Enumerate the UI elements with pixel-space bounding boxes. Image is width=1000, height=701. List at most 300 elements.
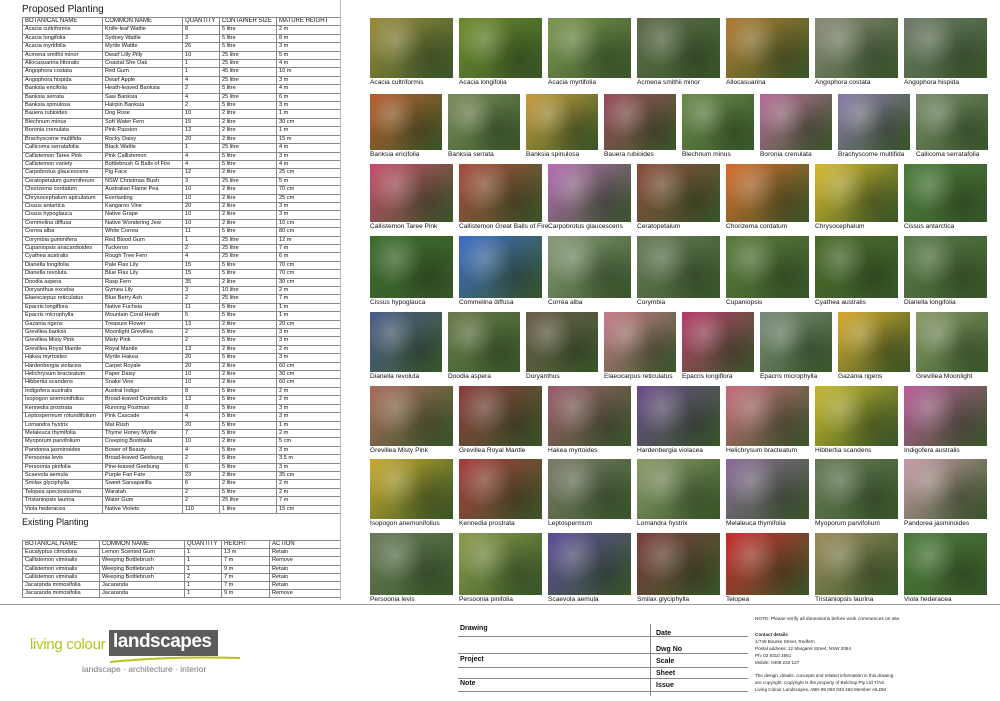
- table-cell: Doryanthus excelsa: [23, 287, 103, 295]
- table-cell: 3 m: [277, 337, 341, 345]
- plant-photo: [682, 94, 754, 150]
- plant-photo: [916, 94, 988, 150]
- plant-photo: [904, 386, 987, 446]
- plant-caption: Corymbia: [637, 299, 666, 306]
- table-cell: Grevillea Misty Pink: [23, 337, 103, 345]
- table-cell: 3 m: [277, 413, 341, 421]
- table-cell: 60 cm: [277, 362, 341, 370]
- table-cell: Misty Pink: [103, 337, 183, 345]
- plant-photo: [904, 236, 987, 298]
- table-cell: 25 litre: [220, 497, 277, 505]
- plant-photo: [370, 164, 453, 222]
- plant-caption: Doryanthus: [526, 373, 560, 380]
- table-cell: 1 litre: [220, 505, 277, 513]
- table-row: [23, 421, 341, 429]
- plant-photo: [760, 94, 832, 150]
- table-cell: 15 cm: [277, 505, 341, 513]
- table-cell: Epacris microphylla: [23, 312, 103, 320]
- plant-caption: Allocasuarina: [726, 79, 766, 86]
- table-cell: Acacia myrtifolia: [23, 43, 103, 51]
- table-cell: Pink Cascade: [103, 413, 183, 421]
- plant-photo-card: [760, 94, 832, 160]
- table-cell: 5 litre: [220, 387, 277, 395]
- table-cell: 2: [185, 573, 222, 581]
- table-cell: 5 m: [277, 177, 341, 185]
- plant-photo-card: [604, 312, 676, 382]
- table-cell: Lomandra hystrix: [23, 421, 103, 429]
- table-cell: Leptospermum rotundifolium: [23, 413, 103, 421]
- table-cell: 8: [183, 387, 220, 395]
- table-cell: Pale Flax Lily: [103, 261, 183, 269]
- plant-photo: [726, 386, 809, 446]
- table-cell: 10: [183, 186, 220, 194]
- table-cell: 2 litre: [220, 438, 277, 446]
- table-cell: Isopogon anemonifolius: [23, 396, 103, 404]
- table-cell: 3.5 m: [277, 455, 341, 463]
- table-cell: Native Grape: [103, 211, 183, 219]
- plant-caption: Callistemon Taree Pink: [370, 223, 438, 230]
- plant-photo-card: [548, 164, 631, 232]
- plant-caption: Hibbertia scandens: [815, 447, 872, 454]
- plant-photo: [370, 94, 442, 150]
- plant-photo-card: [726, 386, 809, 456]
- plant-photo: [459, 164, 542, 222]
- table-cell: 3: [183, 177, 220, 185]
- table-cell: Carpet Royale: [103, 362, 183, 370]
- plant-photo: [448, 312, 520, 372]
- table-row: [23, 236, 341, 244]
- table-cell: 10: [183, 51, 220, 59]
- table-row: [23, 354, 341, 362]
- table-cell: 5 litre: [220, 329, 277, 337]
- plant-caption: Dianella revoluta: [370, 373, 420, 380]
- table-cell: 13: [183, 320, 220, 328]
- table-cell: 10 cm: [277, 219, 341, 227]
- company-logo: [30, 628, 240, 684]
- table-cell: Cupaniopsis anacardioides: [23, 244, 103, 252]
- plant-caption: Hakea myrtoides: [548, 447, 598, 454]
- divider: [340, 0, 341, 600]
- table-row: [23, 26, 341, 34]
- plant-photo: [760, 312, 832, 372]
- table-row: [23, 404, 341, 412]
- table-cell: 10: [183, 371, 220, 379]
- table-row: [23, 438, 341, 446]
- plant-photo: [370, 386, 453, 446]
- table-cell: Dog Rose: [103, 110, 183, 118]
- contact-phone: Ph: 02 9310 3561: [755, 653, 792, 658]
- table-cell: 5 litre: [220, 455, 277, 463]
- table-cell: NSW Christmas Bush: [103, 177, 183, 185]
- table-cell: Moonlight Grevillea: [103, 329, 183, 337]
- table-row: [23, 118, 341, 126]
- table-cell: Retain: [270, 565, 341, 573]
- table-row: [23, 387, 341, 395]
- table-cell: Callistemon Taree Pink: [23, 152, 103, 160]
- plant-photo: [838, 312, 910, 372]
- table-row: [23, 549, 341, 557]
- plant-photo-card: [904, 164, 987, 232]
- table-row: [23, 480, 341, 488]
- logo-word-landscapes: landscapes: [109, 630, 218, 656]
- plant-photo-card: [459, 18, 542, 88]
- table-cell: Native Fuchsia: [103, 303, 183, 311]
- table-cell: 5 litre: [220, 26, 277, 34]
- table-cell: Mountain Coral Heath: [103, 312, 183, 320]
- verify-note: NOTE: Please verify all dimensions before work commences on site.: [755, 617, 901, 622]
- table-cell: Heath-leaved Banksia: [103, 85, 183, 93]
- table-cell: 80 cm: [277, 228, 341, 236]
- table-cell: Chrysocephalum apiculatum: [23, 194, 103, 202]
- table-cell: 35: [183, 278, 220, 286]
- table-cell: Retain: [270, 573, 341, 581]
- table-cell: 2 m: [277, 345, 341, 353]
- column-header: COMMON NAME: [103, 18, 183, 26]
- table-row: [23, 287, 341, 295]
- table-cell: Australian Flame Pea: [103, 186, 183, 194]
- table-cell: Waratah: [103, 488, 183, 496]
- plant-photo: [370, 236, 453, 298]
- plant-photo: [815, 533, 898, 595]
- plant-photo-card: [637, 164, 720, 232]
- table-cell: Carpobrotus glaucescens: [23, 169, 103, 177]
- table-cell: 2: [183, 295, 220, 303]
- table-row: [23, 261, 341, 269]
- plant-photo: [726, 459, 809, 519]
- plant-caption: Cupaniopsis: [726, 299, 763, 306]
- plant-photo-card: [815, 18, 898, 88]
- table-row: [23, 34, 341, 42]
- plant-caption: Myoporum parvifolium: [815, 520, 880, 527]
- table-cell: 13: [183, 345, 220, 353]
- table-cell: Paper Daisy: [103, 371, 183, 379]
- table-row: [23, 429, 341, 437]
- table-cell: 1 m: [277, 127, 341, 135]
- plant-caption: Melaleuca thymifolia: [726, 520, 786, 527]
- table-cell: 1: [185, 557, 222, 565]
- plant-photo-card: [548, 533, 631, 605]
- table-row: [23, 295, 341, 303]
- table-cell: 1: [183, 68, 220, 76]
- plant-caption: Grevillea Moonlight: [916, 373, 973, 380]
- table-row: [23, 110, 341, 118]
- plant-photo-card: [904, 236, 987, 308]
- table-cell: 5 litre: [220, 303, 277, 311]
- column-header: HEIGHT: [222, 541, 270, 549]
- logo-swoosh-icon: [110, 656, 240, 664]
- table-cell: 2 litre: [220, 186, 277, 194]
- table-cell: 10: [183, 438, 220, 446]
- table-cell: 3 m: [277, 102, 341, 110]
- table-cell: 8: [183, 26, 220, 34]
- table-cell: Grevillea banksii: [23, 329, 103, 337]
- plant-caption: Persoonia pinifolia: [459, 596, 513, 603]
- table-row: [23, 102, 341, 110]
- table-cell: 5 litre: [220, 312, 277, 320]
- scale-label: Scale: [656, 658, 675, 665]
- table-cell: Everlasting: [103, 194, 183, 202]
- table-cell: Running Postman: [103, 404, 183, 412]
- plant-caption: Boronia crenulata: [760, 151, 812, 158]
- plant-caption: Brachyscome multifida: [838, 151, 905, 158]
- dwg-no-label: Dwg No: [656, 646, 683, 653]
- plant-caption: Kennedia prostrata: [459, 520, 515, 527]
- date-label: Date: [656, 630, 672, 637]
- table-cell: Blue Berry Ash: [103, 295, 183, 303]
- table-cell: Correa alba: [23, 228, 103, 236]
- table-cell: Creeping Boobialla: [103, 438, 183, 446]
- table-cell: Elaeocarpus reticulatus: [23, 295, 103, 303]
- plant-photo-card: [526, 312, 598, 382]
- plant-caption: Banksia spinulosa: [526, 151, 580, 158]
- table-cell: 5 litre: [220, 43, 277, 51]
- plant-caption: Callicoma serratafolia: [916, 151, 980, 158]
- table-cell: Gymea Lily: [103, 287, 183, 295]
- table-cell: 7 m: [277, 244, 341, 252]
- plant-photo: [637, 533, 720, 595]
- plant-photo: [548, 459, 631, 519]
- table-cell: 2 litre: [220, 320, 277, 328]
- table-cell: 30 cm: [277, 118, 341, 126]
- plant-photo-card: [448, 94, 520, 160]
- table-row: [23, 505, 341, 513]
- table-cell: Broad-leaved Drumsticks: [103, 396, 183, 404]
- table-cell: Bower of Beauty: [103, 446, 183, 454]
- column-header: QUANTITY: [183, 18, 220, 26]
- table-cell: 2 litre: [220, 278, 277, 286]
- plant-photo: [548, 236, 631, 298]
- table-cell: 3 m: [277, 152, 341, 160]
- table-row: [23, 463, 341, 471]
- table-row: [23, 169, 341, 177]
- table-cell: Pink Callistemon: [103, 152, 183, 160]
- table-row: [23, 60, 341, 68]
- table-header-row: [23, 18, 341, 26]
- table-row: [23, 565, 341, 573]
- plant-caption: Chrysocephalum: [815, 223, 865, 230]
- plant-caption: Grevillea Royal Mantle: [459, 447, 526, 454]
- table-row: [23, 127, 341, 135]
- table-cell: 10: [183, 379, 220, 387]
- table-cell: 13 m: [222, 549, 270, 557]
- plant-photo-card: [637, 459, 720, 529]
- table-cell: Cyathea australis: [23, 253, 103, 261]
- table-row: [23, 303, 341, 311]
- table-cell: 7 m: [222, 573, 270, 581]
- table-cell: 15 m: [277, 135, 341, 143]
- table-cell: Sweet Sarsaparilla: [103, 480, 183, 488]
- plant-photo-card: [916, 312, 988, 382]
- table-cell: 45 litre: [220, 68, 277, 76]
- plant-photo: [637, 386, 720, 446]
- table-cell: Banksia serrata: [23, 93, 103, 101]
- table-cell: 30 cm: [277, 371, 341, 379]
- plant-photo: [838, 94, 910, 150]
- table-cell: Chorizema cordatum: [23, 186, 103, 194]
- table-cell: Weeping Bottlebrush: [100, 565, 185, 573]
- plant-photo-card: [637, 386, 720, 456]
- table-cell: 5 litre: [220, 396, 277, 404]
- plant-caption: Acacia myrtifolia: [548, 79, 597, 86]
- plant-photo-card: [682, 94, 754, 160]
- table-cell: Retain: [270, 582, 341, 590]
- table-cell: 3 m: [277, 202, 341, 210]
- contact-address: 1/748 Bourke Street, Redfern: [755, 639, 815, 644]
- table-cell: 6: [183, 480, 220, 488]
- table-cell: Treasure Flower: [103, 320, 183, 328]
- table-cell: 1 m: [277, 312, 341, 320]
- plant-photo-card: [459, 164, 549, 232]
- plant-caption: Angophora hispida: [904, 79, 959, 86]
- plant-photo: [637, 459, 720, 519]
- table-header-row: [23, 541, 341, 549]
- table-cell: 3 m: [277, 404, 341, 412]
- table-cell: 5 cm: [277, 438, 341, 446]
- table-cell: Myoporum parvifolium: [23, 438, 103, 446]
- table-cell: 5 litre: [220, 337, 277, 345]
- table-row: [23, 573, 341, 581]
- table-row: [23, 337, 341, 345]
- table-cell: Knife-leaf Wattle: [103, 26, 183, 34]
- table-cell: 2: [183, 337, 220, 345]
- table-cell: 20: [183, 362, 220, 370]
- table-cell: Hibbertia scandens: [23, 379, 103, 387]
- plant-photo-card: [815, 533, 898, 605]
- plant-photo-card: [459, 459, 542, 529]
- plant-photo-card: [370, 236, 453, 308]
- table-cell: 2 litre: [220, 194, 277, 202]
- table-cell: 20: [183, 354, 220, 362]
- table-cell: 35 cm: [277, 471, 341, 479]
- table-cell: Weeping Bottlebrush: [100, 573, 185, 581]
- table-cell: Retain: [270, 549, 341, 557]
- table-cell: Acacia longifolia: [23, 34, 103, 42]
- plant-caption: Correa alba: [548, 299, 583, 306]
- table-row: [23, 471, 341, 479]
- table-cell: 1: [183, 144, 220, 152]
- table-cell: Cissus hypoglauca: [23, 211, 103, 219]
- table-cell: 23: [183, 471, 220, 479]
- table-row: [23, 446, 341, 454]
- table-cell: Hardenbergia violacea: [23, 362, 103, 370]
- table-cell: Rocky Daisy: [103, 135, 183, 143]
- plant-photo: [916, 312, 988, 372]
- plant-photo: [526, 94, 598, 150]
- table-cell: 25 litre: [220, 236, 277, 244]
- plant-photo-card: [815, 164, 898, 232]
- plant-caption: Leptospermum: [548, 520, 592, 527]
- table-cell: Callistemon variety: [23, 160, 103, 168]
- plant-photo: [548, 164, 631, 222]
- table-cell: Acmena smithii minor: [23, 51, 103, 59]
- table-cell: 5 litre: [220, 404, 277, 412]
- table-row: [23, 152, 341, 160]
- table-cell: Callistemon viminalis: [23, 573, 100, 581]
- table-cell: 25 litre: [220, 144, 277, 152]
- plant-caption: Grevillea Misty Pink: [370, 447, 428, 454]
- plant-photo-card: [916, 94, 988, 160]
- table-cell: 110: [183, 505, 220, 513]
- table-cell: 5 litre: [220, 261, 277, 269]
- plant-photo: [682, 312, 754, 372]
- table-cell: 10: [183, 219, 220, 227]
- plant-photo: [726, 18, 809, 78]
- plant-photo: [548, 533, 631, 595]
- table-cell: 4: [183, 93, 220, 101]
- table-cell: Pandorea jasminoides: [23, 446, 103, 454]
- table-cell: Gazania rigens: [23, 320, 103, 328]
- table-row: [23, 51, 341, 59]
- table-cell: 25 litre: [220, 76, 277, 84]
- table-row: [23, 488, 341, 496]
- plant-photo-card: [370, 312, 442, 382]
- table-cell: Acacia cultriformis: [23, 26, 103, 34]
- table-cell: Myrtle Wattle: [103, 43, 183, 51]
- table-cell: Saw Banksia: [103, 93, 183, 101]
- table-cell: Blechnum minus: [23, 118, 103, 126]
- plant-photo-card: [726, 459, 809, 529]
- table-cell: 4 m: [277, 60, 341, 68]
- table-cell: 25 litre: [220, 244, 277, 252]
- plant-caption: Helichrysum bracteatum: [726, 447, 798, 454]
- table-cell: Weeping Bottlebrush: [100, 557, 185, 565]
- plant-photo: [604, 312, 676, 372]
- plant-photo-card: [548, 18, 631, 88]
- table-cell: 5 litre: [220, 152, 277, 160]
- plant-photo-card: [815, 236, 898, 308]
- table-row: [23, 379, 341, 387]
- table-cell: 7: [183, 429, 220, 437]
- table-cell: 10: [183, 194, 220, 202]
- table-cell: Kennedia prostrata: [23, 404, 103, 412]
- plant-caption: Angophora costata: [815, 79, 871, 86]
- plant-photo-card: [637, 18, 720, 88]
- plant-photo-card: [548, 236, 631, 308]
- table-cell: 1: [185, 582, 222, 590]
- column-header: BOTANICAL NAME: [23, 18, 103, 26]
- plant-photo: [604, 94, 676, 150]
- plant-caption: Acacia longifolia: [459, 79, 507, 86]
- table-cell: Callistemon viminalis: [23, 557, 100, 565]
- plant-caption: Cyathea australis: [815, 299, 866, 306]
- table-cell: 15: [183, 270, 220, 278]
- proposed-planting-title: Proposed Planting: [22, 4, 104, 15]
- table-cell: Telopea speciosissima: [23, 488, 103, 496]
- plant-caption: Ceratopetalum: [637, 223, 681, 230]
- sheet-label: Sheet: [656, 670, 676, 677]
- table-cell: 70 cm: [277, 186, 341, 194]
- table-cell: 5 litre: [220, 463, 277, 471]
- table-cell: 7 m: [222, 582, 270, 590]
- plant-photo-card: [760, 312, 832, 382]
- column-header: QUANTITY: [185, 541, 222, 549]
- table-row: [23, 278, 341, 286]
- table-cell: Melaleuca thymifolia: [23, 429, 103, 437]
- table-cell: 20: [183, 135, 220, 143]
- table-cell: 4: [183, 413, 220, 421]
- table-cell: 25 litre: [220, 60, 277, 68]
- plant-photo: [637, 164, 720, 222]
- plant-caption: Carpobrotus glaucescens: [548, 223, 623, 230]
- table-row: [23, 270, 341, 278]
- plant-caption: Isopogon anemonifolius: [370, 520, 440, 527]
- plant-photo-card: [459, 533, 542, 605]
- plant-caption: Bauera rubioides: [604, 151, 654, 158]
- table-cell: Dwarf Lilly Pilly: [103, 51, 183, 59]
- table-cell: 5: [183, 312, 220, 320]
- table-cell: Jacaranda mimosifolia: [23, 582, 100, 590]
- table-cell: 6: [183, 463, 220, 471]
